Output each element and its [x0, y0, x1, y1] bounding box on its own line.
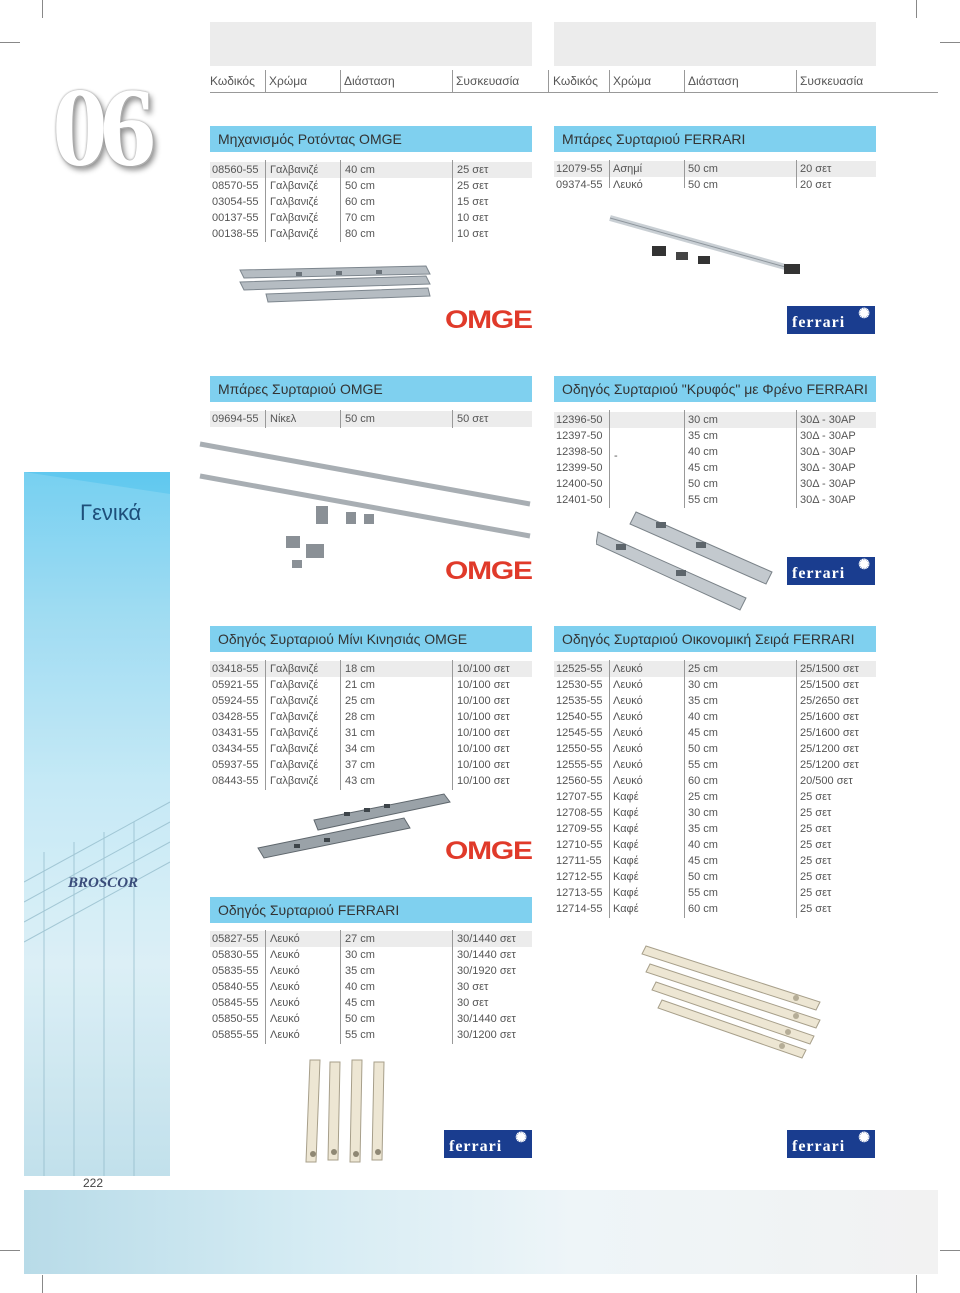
page-number: 222 — [83, 1176, 104, 1190]
crop-mark — [0, 42, 20, 43]
ferrari-gear-icon: ✺ — [515, 1131, 528, 1146]
table-row: 12535-55 Λευκό 35 cm 25/2650 σετ — [556, 695, 859, 707]
column-header-package: Συσκευασία — [800, 74, 864, 88]
table-row: 03418-55 Γαλβανιζέ 18 cm 10/100 σετ — [210, 661, 532, 677]
omge-logo: OMGE — [445, 557, 532, 585]
crop-mark — [42, 1275, 43, 1293]
omge-logo: OMGE — [445, 306, 532, 334]
table-row: 05830-55 Λευκό 30 cm 30/1440 σετ — [212, 949, 516, 961]
ferrari-gear-icon: ✺ — [858, 558, 871, 573]
table-row: 12708-55 Καφέ 30 cm 25 σετ — [556, 807, 832, 819]
section-title: Οδηγός Συρταριού "Κρυφός" με Φρένο FERRARI — [554, 376, 876, 402]
omge-logo: OMGE — [445, 837, 532, 865]
header-band-right — [554, 22, 876, 66]
table-row: 05850-55 Λευκό 50 cm 30/1440 σετ — [212, 1013, 516, 1025]
header-rule — [210, 92, 938, 93]
table-row: 12714-55 Καφέ 60 cm 25 σετ — [556, 903, 832, 915]
table-row: 05840-55 Λευκό 40 cm 30 σετ — [212, 981, 489, 993]
rotonda-mechanism-image — [236, 262, 436, 312]
header-divider — [452, 70, 453, 92]
product-table-s4 — [554, 412, 876, 508]
table-divider — [452, 660, 453, 790]
section-title: Οδηγός Συρταριού FERRARI — [210, 897, 532, 923]
table-row: 12399-50 45 cm 30Δ - 30ΑΡ — [556, 462, 856, 474]
crop-mark — [940, 1250, 960, 1251]
mini-runner-image — [254, 790, 454, 872]
table-row: 12540-55 Λευκό 40 cm 25/1600 σετ — [556, 711, 859, 723]
table-row: 12560-55 Λευκό 60 cm 20/500 σετ — [556, 775, 853, 787]
table-divider — [684, 660, 685, 918]
product-table-s6 — [554, 661, 876, 917]
column-header-color: Χρώμα — [613, 74, 652, 88]
table-divider — [265, 660, 266, 790]
table-row: 12079-55 Ασημί 50 cm 20 σετ — [554, 161, 876, 177]
omge-bars-image — [196, 436, 536, 576]
column-header-code: Κωδικός — [210, 74, 255, 88]
table-row: 03054-55 Γαλβανιζέ 60 cm 15 σετ — [212, 196, 489, 208]
section-title: Οδηγός Συρταριού Οικονομική Σειρά FERRARI — [554, 626, 876, 652]
table-row: 12398-50 40 cm 30Δ - 30ΑΡ — [556, 446, 856, 458]
crop-mark — [0, 1250, 20, 1251]
drawer-bar-image — [606, 208, 806, 280]
table-divider — [609, 660, 610, 918]
table-row: 09694-55 Νίκελ 50 cm 50 σετ — [210, 411, 532, 427]
column-header-code: Κωδικός — [553, 74, 598, 88]
ferrari-logo: ferrari ✺ — [444, 1130, 532, 1158]
table-divider — [265, 410, 266, 428]
table-divider — [684, 160, 685, 188]
table-row: 12713-55 Καφέ 55 cm 25 σετ — [556, 887, 832, 899]
table-row: 08560-55 Γαλβανιζέ 40 cm 25 σετ — [210, 162, 532, 178]
table-divider — [796, 660, 797, 918]
table-divider — [340, 660, 341, 790]
table-row: 00137-55 Γαλβανιζέ 70 cm 10 σετ — [212, 212, 489, 224]
table-row: 03434-55 Γαλβανιζέ 34 cm 10/100 σετ — [212, 743, 510, 755]
table-row: 12712-55 Καφέ 50 cm 25 σετ — [556, 871, 832, 883]
table-row: 05921-55 Γαλβανιζέ 21 cm 10/100 σετ — [212, 679, 510, 691]
column-header-size: Διάσταση — [688, 74, 739, 88]
table-row: 00138-55 Γαλβανιζέ 80 cm 10 σετ — [212, 228, 489, 240]
section-title: Μηχανισμός Ροτόντας OMGE — [210, 126, 532, 152]
side-photo-art — [24, 472, 170, 1176]
table-divider — [340, 930, 341, 1044]
table-row: 12707-55 Καφέ 25 cm 25 σετ — [556, 791, 832, 803]
table-row: 12401-50 55 cm 30Δ - 30ΑΡ — [556, 494, 856, 506]
table-row: 05855-55 Λευκό 55 cm 30/1200 σετ — [212, 1029, 516, 1041]
table-divider — [340, 160, 341, 242]
table-row: 03428-55 Γαλβανιζέ 28 cm 10/100 σετ — [212, 711, 510, 723]
table-row: 12400-50 50 cm 30Δ - 30ΑΡ — [556, 478, 856, 490]
economy-runner-image — [636, 940, 826, 1060]
table-row: 12525-55 Λευκό 25 cm 25/1500 σετ — [554, 661, 876, 677]
ferrari-runner-image — [296, 1056, 406, 1166]
table-row: 12710-55 Καφέ 40 cm 25 σετ — [556, 839, 832, 851]
side-photo-panel — [24, 472, 170, 1176]
table-divider — [684, 410, 685, 508]
product-table-s2 — [554, 161, 876, 189]
product-table-s3 — [210, 411, 532, 427]
footer-photo-strip — [24, 1190, 938, 1274]
ferrari-logo: ferrari ✺ — [787, 306, 875, 334]
crop-mark — [916, 0, 917, 18]
table-row: 12530-55 Λευκό 30 cm 25/1500 σετ — [556, 679, 859, 691]
table-row: 08570-55 Γαλβανιζέ 50 cm 25 σετ — [212, 180, 489, 192]
product-table-s1 — [210, 162, 532, 242]
product-table-s7 — [210, 931, 532, 1043]
header-divider — [796, 70, 797, 92]
table-row: 05937-55 Γαλβανιζέ 37 cm 10/100 σετ — [212, 759, 510, 771]
table-row: 12545-55 Λευκό 45 cm 25/1600 σετ — [556, 727, 859, 739]
table-row: 05827-55 Λευκό 27 cm 30/1440 σετ — [210, 931, 532, 947]
product-table-s5 — [210, 661, 532, 789]
table-row: 12555-55 Λευκό 55 cm 25/1200 σετ — [556, 759, 859, 771]
table-divider — [452, 160, 453, 242]
ferrari-logo: ferrari ✺ — [787, 557, 875, 585]
crop-mark — [42, 0, 43, 18]
section-title: Μπάρες Συρταριού FERRARI — [554, 126, 876, 152]
table-row: 12397-50 35 cm 30Δ - 30ΑΡ — [556, 430, 856, 442]
crop-mark — [940, 42, 960, 43]
table-divider — [452, 410, 453, 428]
table-divider — [340, 410, 341, 428]
table-divider — [265, 930, 266, 1044]
table-row: 12711-55 Καφέ 45 cm 25 σετ — [556, 855, 832, 867]
hidden-runner-image — [596, 508, 776, 616]
table-divider — [796, 410, 797, 508]
table-row: 12709-55 Καφέ 35 cm 25 σετ — [556, 823, 832, 835]
table-row: 09374-55 Λευκό 50 cm 20 σετ — [556, 179, 832, 189]
section-side-label: Γενικά — [80, 500, 142, 525]
section-title: Οδηγός Συρταριού Μίνι Κινησιάς OMGE — [210, 626, 532, 652]
table-divider — [265, 160, 266, 242]
table-row: 12396-50 30 cm 30Δ - 30ΑΡ — [554, 412, 876, 428]
color-merged-cell: - — [614, 450, 618, 462]
table-row: 12550-55 Λευκό 50 cm 25/1200 σετ — [556, 743, 859, 755]
table-divider — [452, 930, 453, 1044]
column-header-size: Διάσταση — [344, 74, 395, 88]
header-band-left — [210, 22, 532, 66]
section-title: Μπάρες Συρταριού OMGE — [210, 376, 532, 402]
ferrari-gear-icon: ✺ — [858, 1131, 871, 1146]
table-divider — [609, 410, 610, 508]
table-row: 05924-55 Γαλβανιζέ 25 cm 10/100 σετ — [212, 695, 510, 707]
crop-mark — [916, 1275, 917, 1293]
ferrari-gear-icon: ✺ — [858, 307, 871, 322]
table-divider — [609, 160, 610, 188]
table-row: 05845-55 Λευκό 45 cm 30 σετ — [212, 997, 489, 1009]
table-divider — [796, 160, 797, 188]
header-divider — [609, 70, 610, 92]
header-divider — [340, 70, 341, 92]
table-row: 03431-55 Γαλβανιζέ 31 cm 10/100 σετ — [212, 727, 510, 739]
table-row: 05835-55 Λευκό 35 cm 30/1920 σετ — [212, 965, 516, 977]
header-divider — [684, 70, 685, 92]
table-row: 08443-55 Γαλβανιζέ 43 cm 10/100 σετ — [212, 775, 510, 787]
ferrari-logo: ferrari ✺ — [787, 1130, 875, 1158]
header-divider — [265, 70, 266, 92]
header-divider — [548, 70, 549, 92]
chapter-number: 06 — [52, 66, 148, 190]
column-header-package: Συσκευασία — [456, 74, 520, 88]
column-header-color: Χρώμα — [269, 74, 308, 88]
broscor-logo: BROSCOR — [68, 875, 139, 891]
